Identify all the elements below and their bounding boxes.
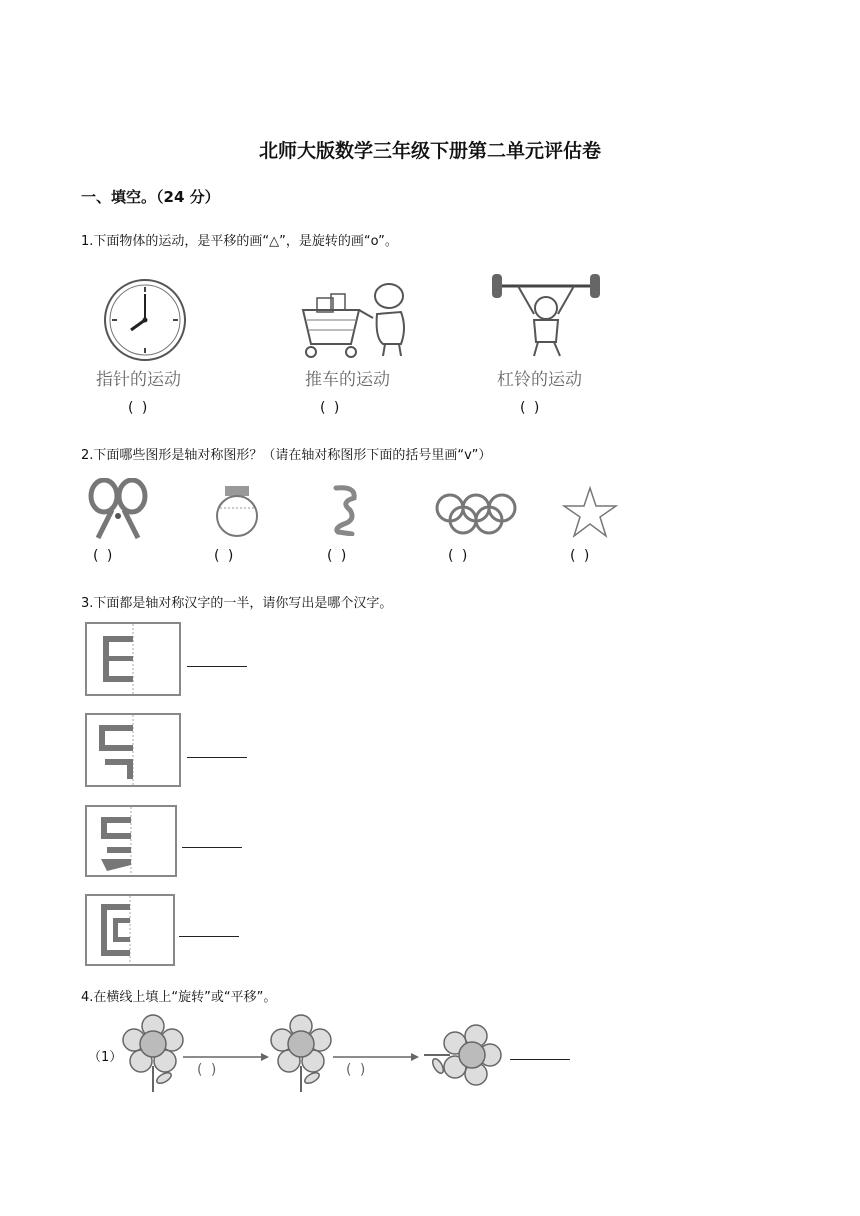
answer-line-char-2[interactable] xyxy=(187,757,247,758)
scissors-icon xyxy=(88,478,148,542)
answer-paren-shape-3[interactable]: ( ) xyxy=(327,548,349,564)
arrow-icon-2 xyxy=(333,1052,419,1062)
answer-line-char-3[interactable] xyxy=(182,847,242,848)
arrow-icon-1 xyxy=(183,1052,269,1062)
star-icon xyxy=(562,486,618,538)
answer-paren-flower-1[interactable]: ( ) xyxy=(197,1062,219,1078)
answer-paren-2[interactable]: ( ) xyxy=(320,400,342,416)
answer-paren-flower-2[interactable]: ( ) xyxy=(346,1062,368,1078)
cart-pig-icon xyxy=(297,278,417,362)
page-title: 北师大版数学三年级下册第二单元评估卷 xyxy=(258,140,601,162)
answer-paren-shape-2[interactable]: ( ) xyxy=(214,548,236,564)
clock-icon xyxy=(103,278,187,362)
answer-paren-1[interactable]: ( ) xyxy=(128,400,150,416)
weightlifter-icon xyxy=(490,270,602,362)
question-2: 2.下面哪些图形是轴对称图形？（请在轴对称图形下面的括号里画“v”） xyxy=(81,448,492,463)
half-character-box-1 xyxy=(85,622,181,696)
caption-cart: 推车的运动 xyxy=(305,370,390,390)
answer-paren-3[interactable]: ( ) xyxy=(520,400,542,416)
answer-paren-shape-1[interactable]: ( ) xyxy=(93,548,115,564)
caption-barbell: 杠铃的运动 xyxy=(497,370,582,390)
answer-paren-shape-5[interactable]: ( ) xyxy=(570,548,592,564)
question-1: 1.下面物体的运动，是平移的画“△”，是旋转的画“o”。 xyxy=(81,234,398,249)
beijing-emblem-icon xyxy=(330,484,360,536)
flower-icon-3 xyxy=(422,1024,502,1086)
answer-line-char-1[interactable] xyxy=(187,666,247,667)
answer-line-char-4[interactable] xyxy=(179,936,239,937)
half-character-box-3 xyxy=(85,805,177,877)
half-character-box-4 xyxy=(85,894,175,966)
flower-icon-1 xyxy=(122,1014,184,1094)
caption-clock: 指针的运动 xyxy=(96,370,181,390)
question-3: 3.下面都是轴对称汉字的一半，请你写出是哪个汉字。 xyxy=(81,596,393,611)
part-label-1: （1） xyxy=(88,1050,123,1065)
section-heading: 一、填空。（24 分） xyxy=(81,188,220,206)
medal-icon xyxy=(212,484,262,540)
answer-paren-shape-4[interactable]: ( ) xyxy=(448,548,470,564)
olympic-rings-icon xyxy=(434,492,518,536)
half-character-box-2 xyxy=(85,713,181,787)
question-4: 4.在横线上填上“旋转”或“平移”。 xyxy=(81,990,277,1005)
flower-icon-2 xyxy=(270,1014,332,1094)
answer-line-flower[interactable] xyxy=(510,1059,570,1060)
